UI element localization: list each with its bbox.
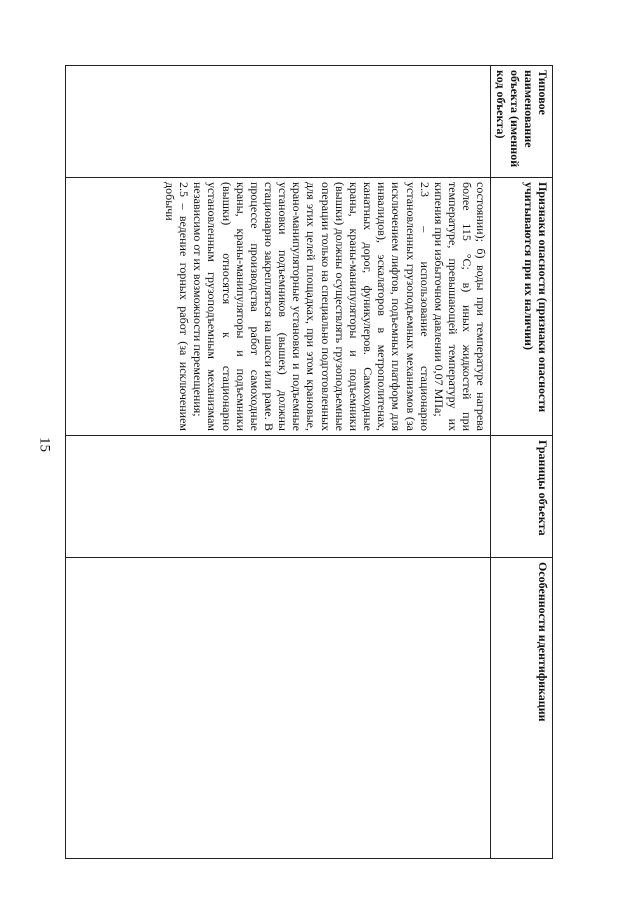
header-object-name: Типовое наименование объекта (именной код объекта) [491, 66, 553, 178]
rotated-table-area [65, 65, 553, 858]
cell-object-boundaries [66, 436, 491, 558]
header-object-boundaries: Границы объекта [491, 436, 553, 558]
table-header-row [491, 66, 553, 859]
identification-table [65, 65, 553, 859]
rotated-table-inner [65, 65, 553, 858]
page-number: 15 [36, 437, 53, 452]
cell-danger-signs [66, 178, 491, 436]
danger-signs-line-2: 2.3 – использование стационарно установленных грузоподъемных механизмов (за исключением лифтов, подъемных платформ для инвалидов), эскалаторов в метрополитенах, канатных дорог, фуникулеров. Самоходные краны, краны-манипуляторы и подъемники (вышки) должны осуществлять грузоподъемные операции только на специально подготовленных для этих целей площадках, при этом крановые, крано-манипуляторные установки и подъемные установки подъемников (вышек) должны стационарно закрепляться на шасси или раме. В процессе производства работ самоходные краны, краны-манипуляторы и подъемники (вышки) относятся к стационарно установленным грузоподъемным механизмам независимо от их возможности перемещения; [191, 182, 432, 431]
cell-object-name [66, 66, 491, 178]
danger-signs-line-3: 2.5 – ведение горных работ (за исключением добычи [162, 182, 192, 431]
danger-signs-line-1: состоянии); б) воды при температуре нагрева более 115 °С; в) иных жидкостей при температуре, превышающей температуру их кипения при избыточном давлении 0,07 МПа; [431, 182, 489, 431]
cell-identification-features [66, 558, 491, 859]
table-row [66, 66, 491, 859]
header-danger-signs: Признаки опасности (признаки опасности учитываются при их наличии) [491, 178, 553, 436]
header-identification-features: Особенности идентификации [491, 558, 553, 859]
